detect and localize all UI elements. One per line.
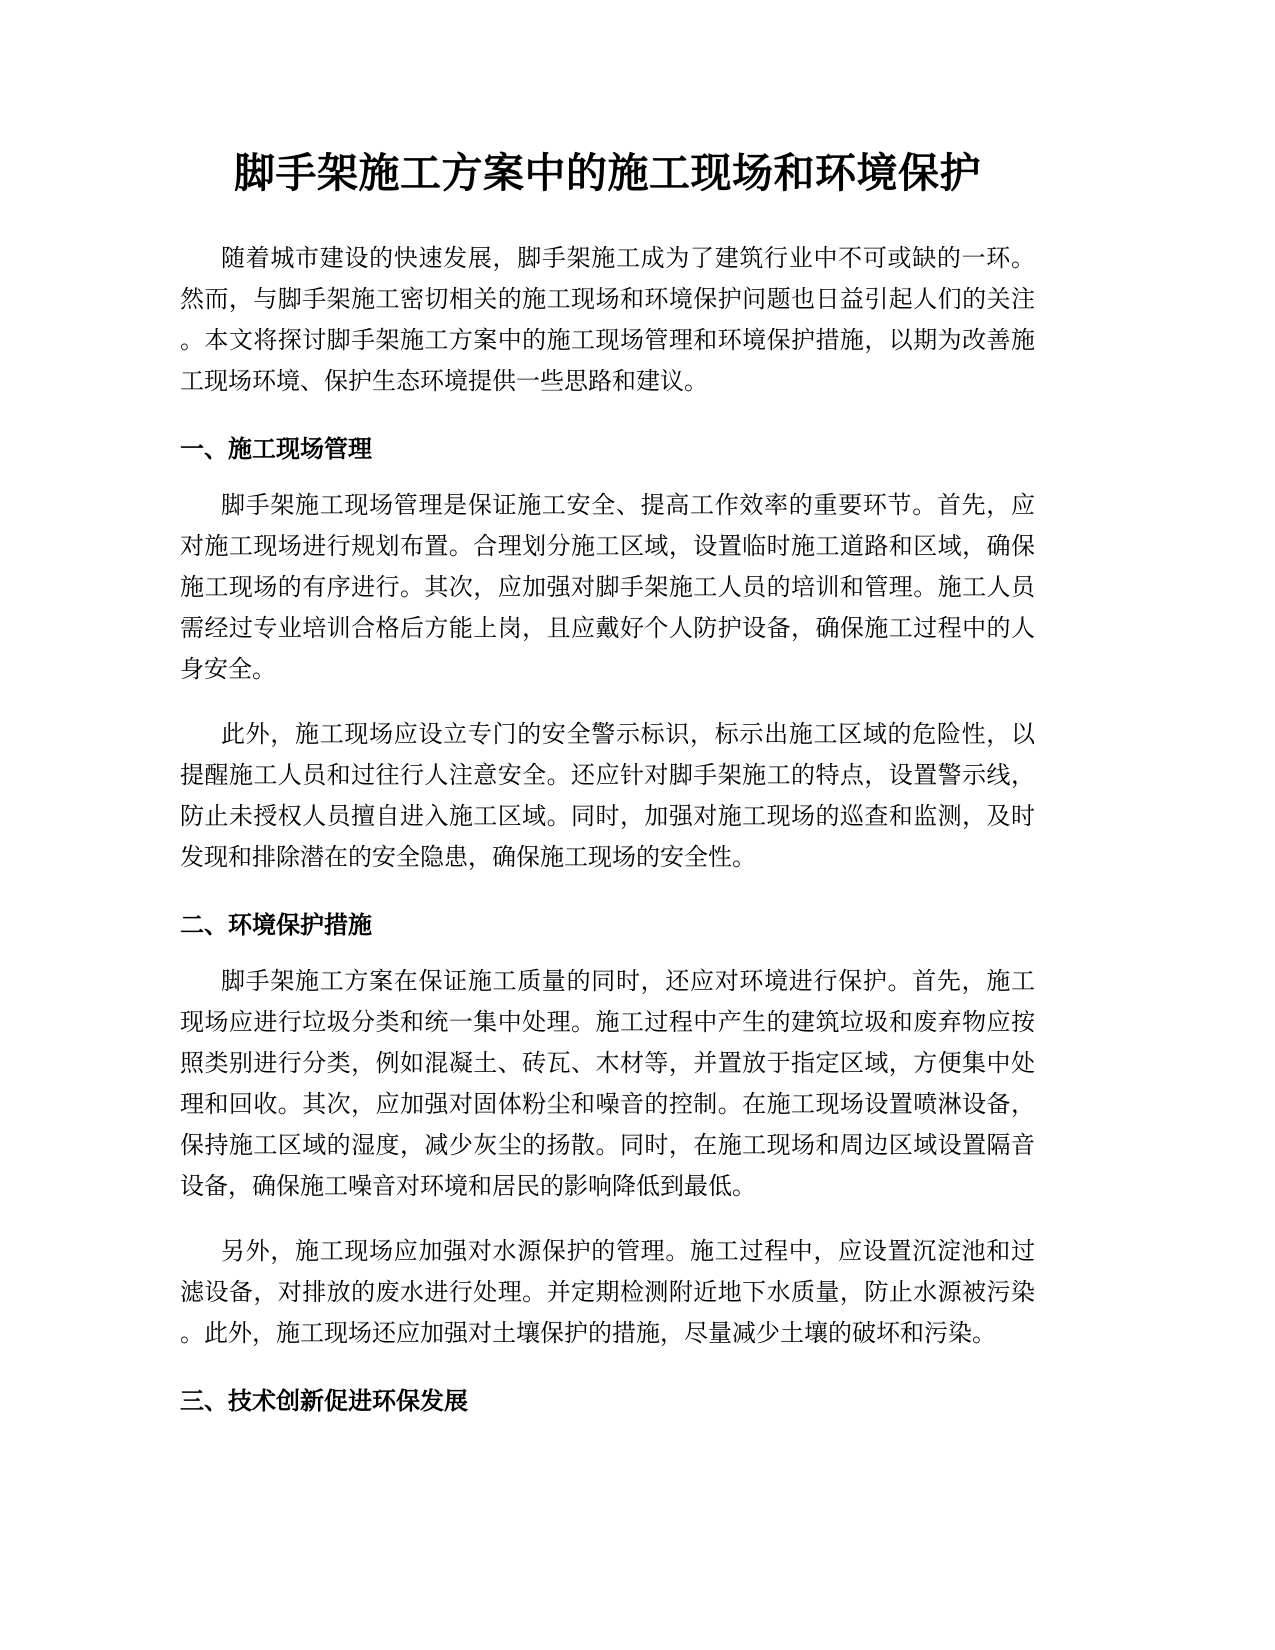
paragraph-environmental-protection-2: 另外，施工现场应加强对水源保护的管理。施工过程中，应设置沉淀池和过滤设备，对排放的废水进行处理。并定期检测附近地下水质量，防止水源被污染。此外，施工现场还应加强对土壤保护的措施，尽量减少土壤的破坏和污染。 xyxy=(180,1237,1035,1347)
section-heading-environmental-protection: 二、环境保护措施 xyxy=(180,911,372,939)
paragraph-environmental-protection-1: 脚手架施工方案在保证施工质量的同时，还应对环境进行保护。首先，施工现场应进行垃圾分类和统一集中处理。施工过程中产生的建筑垃圾和废弃物应按照类别进行分类，例如混凝土、砖瓦、木材等，并置放于指定区域，方便集中处理和回收。其次，应加强对固体粉尘和噪音的控制。在施工现场设置喷淋设备，保持施工区域的湿度，减少灰尘的扬散。同时，在施工现场和周边区域设置隔音设备，确保施工噪音对环境和居民的影响降低到最低。 xyxy=(180,967,1035,1200)
document-page xyxy=(180,138,1035,1422)
intro-paragraph: 随着城市建设的快速发展，脚手架施工成为了建筑行业中不可或缺的一环。然而，与脚手架施工密切相关的施工现场和环境保护问题也日益引起人们的关注。本文将探讨脚手架施工方案中的施工现场管理和环境保护措施，以期为改善施工现场环境、保护生态环境提供一些思路和建议。 xyxy=(180,244,1035,395)
section-heading-technical-innovation: 三、技术创新促进环保发展 xyxy=(180,1387,468,1415)
section-heading-site-management: 一、施工现场管理 xyxy=(180,435,372,463)
document-title: 脚手架施工方案中的施工现场和环境保护 xyxy=(234,149,981,197)
paragraph-site-management-1: 脚手架施工现场管理是保证施工安全、提高工作效率的重要环节。首先，应对施工现场进行规划布置。合理划分施工区域，设置临时施工道路和区域，确保施工现场的有序进行。其次，应加强对脚手架施工人员的培训和管理。施工人员需经过专业培训合格后方能上岗，且应戴好个人防护设备，确保施工过程中的人身安全。 xyxy=(180,491,1035,683)
paragraph-site-management-2: 此外，施工现场应设立专门的安全警示标识，标示出施工区域的危险性，以提醒施工人员和过往行人注意安全。还应针对脚手架施工的特点，设置警示线，防止未授权人员擅自进入施工区域。同时，加强对施工现场的巡查和监测，及时发现和排除潜在的安全隐患，确保施工现场的安全性。 xyxy=(180,720,1035,871)
